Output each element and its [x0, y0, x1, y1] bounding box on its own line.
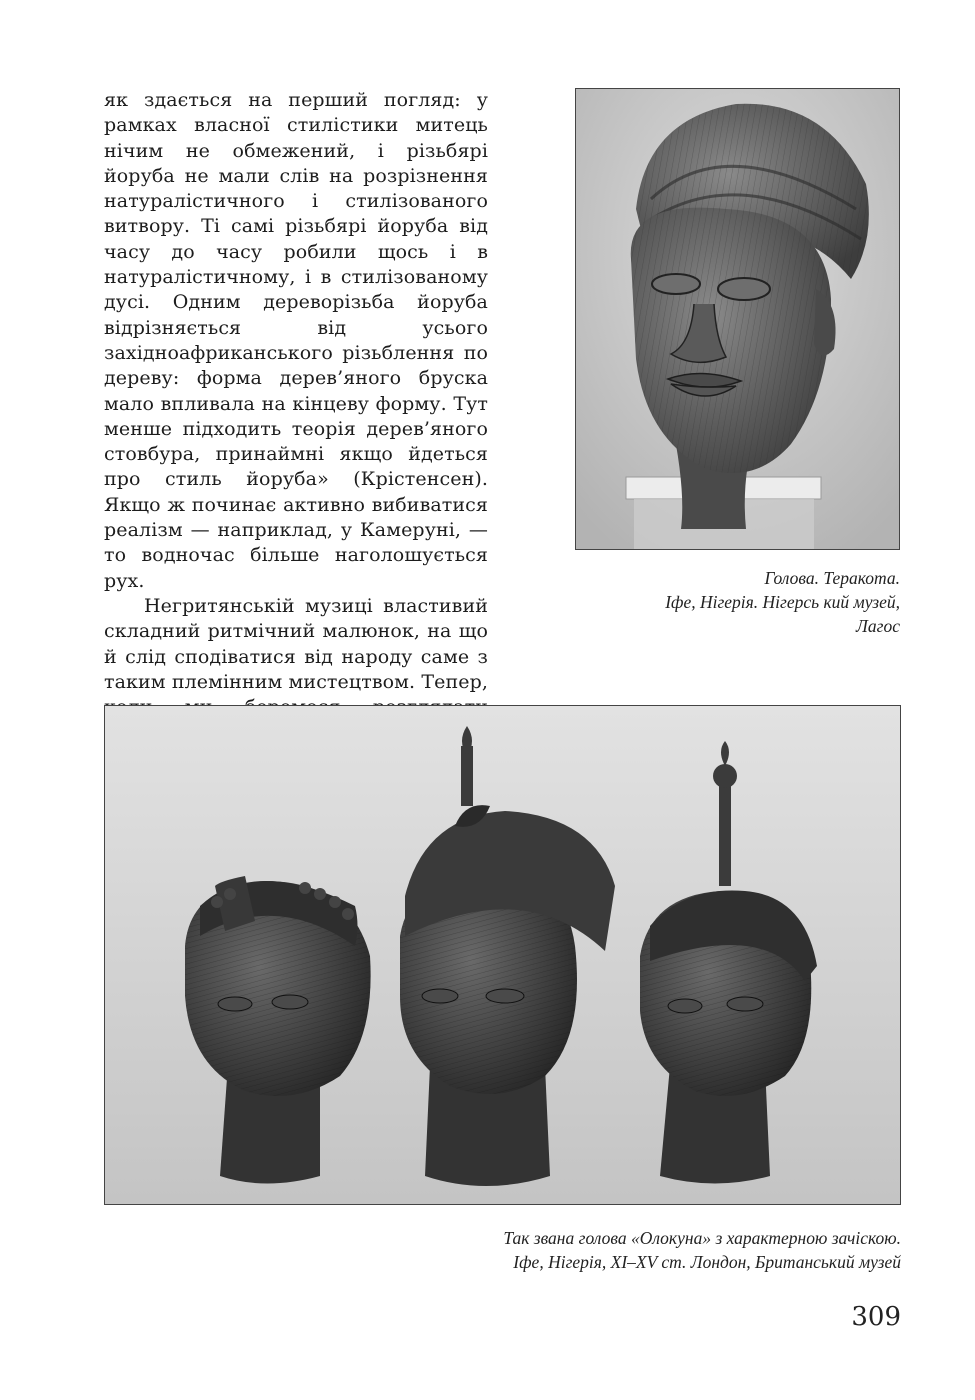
body-paragraph-1: як здається на перший погляд: у рамках власної стилістики митець нічим не обмежений, і різьбярі йоруба не мали слів на розрізнення натуралістичного і стилізованого витвору. Ті самі різьбярі йоруба від часу до часу робили щось і в натуралістичному, і в стилізованому дусі. Одним дереворізьба йоруба відрізняється від усього західноафриканського різьблення по дереву: форма дерев’яного бруска мало впливала на кінцеву форму. Тут менше підходить теорія дерев’яного стовбура, принаймні якщо йдеться про стиль йоруба» (Крістенсен). Якщо ж починає активно вибиватися реалізм — наприклад, у Камеруні, — то водночас більше наголошується рух.	[104, 89, 488, 592]
terracotta-head-photo	[575, 88, 900, 550]
bottom-caption-line-1: Так звана голова «Олокуна» з характерною зачіскою.	[503, 1228, 901, 1248]
page-number: 309	[851, 1302, 901, 1332]
top-figure-caption	[575, 566, 900, 638]
body-paragraph-2: Негритянській музиці властивий складний ритмічний малюнок, на що й слід сподіватися від народу саме з таким племінним мистецтвом. Тепер,	[104, 594, 488, 693]
top-caption-line-3: Лагос	[856, 616, 900, 636]
body-text-column	[104, 88, 488, 771]
bottom-figure-caption	[300, 1226, 901, 1274]
olokun-heads-photo	[104, 705, 901, 1205]
top-caption-line-1: Голова. Теракота.	[764, 568, 900, 588]
top-caption-line-2: Іфе, Нігерія. Нігерсь кий музей,	[665, 592, 900, 612]
terracotta-head-illustration	[576, 89, 899, 549]
bottom-caption-line-2: Іфе, Нігерія, XI–XV ст. Лондон, Британський музей	[513, 1252, 901, 1272]
three-bronze-heads-illustration	[105, 706, 900, 1204]
